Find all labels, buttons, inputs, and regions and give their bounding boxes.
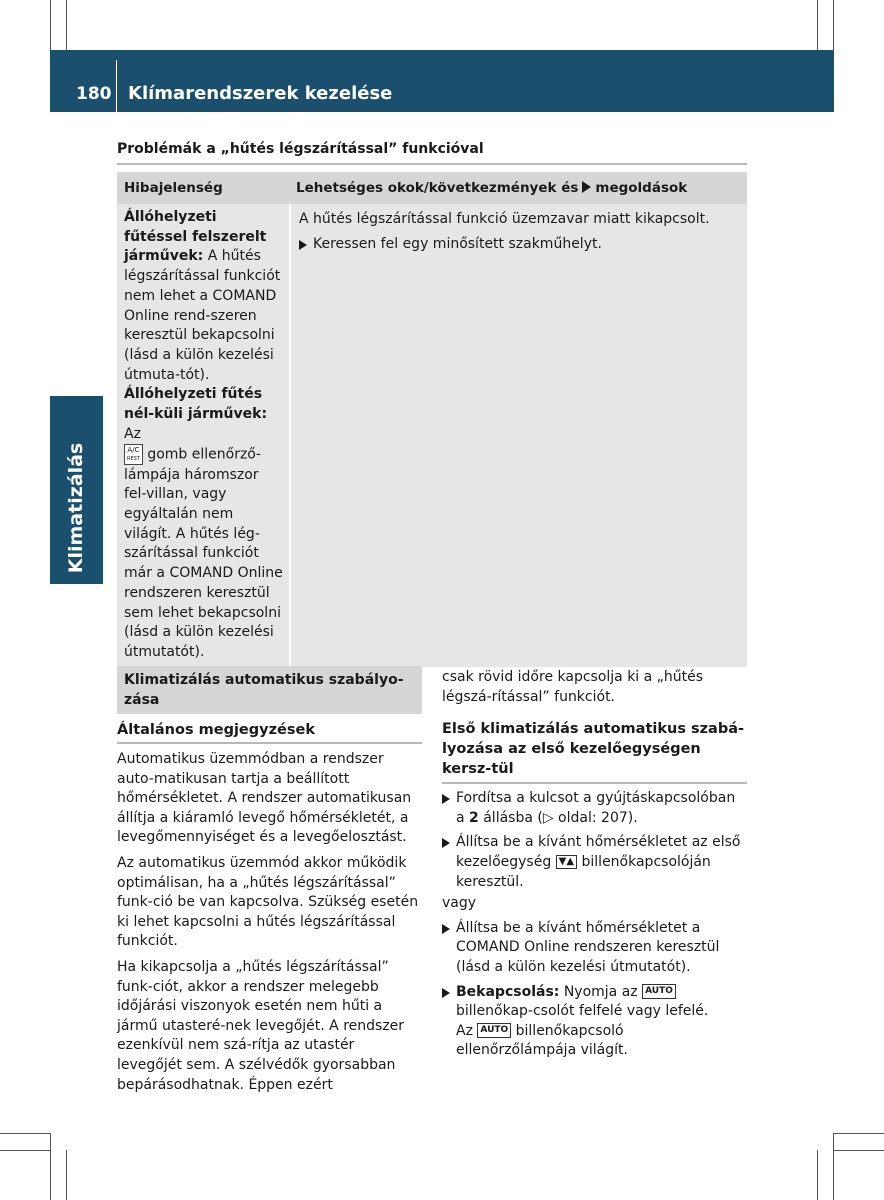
crop-mark bbox=[66, 1150, 67, 1200]
symptom-text-1: A hűtés légszárítással funkciót nem lehet a COMAND Online rend-szeren keresztül bekapcsolni (lásd a külön kezelési útmuta-tót). bbox=[124, 248, 281, 383]
step4-text-d: billenőkapcsoló ellenőrzőlámpája világít. bbox=[456, 1022, 628, 1059]
crop-mark bbox=[834, 1133, 884, 1134]
triangle-right-icon bbox=[582, 181, 591, 193]
rest-key-label: REST bbox=[127, 456, 140, 463]
down-up-arrows-icon: ▼▲ bbox=[556, 855, 577, 869]
crop-mark bbox=[50, 1133, 51, 1200]
step1-bold: 2 bbox=[469, 809, 479, 826]
crop-mark bbox=[833, 0, 834, 50]
symptom-text-2b: gomb ellenőrző-lámpája háromszor fel-villan, vagy egyáltalán nem világít. A hűtés lég-szárítással funkciót már a COMAND Online rendszeren keresztül sem lehet bekapcsolni (lásd a külön kezelési útmutatót). bbox=[124, 446, 283, 660]
triangle-right-icon bbox=[442, 988, 450, 998]
step4-text-b: billenőkap-csolót felfelé vagy lefelé. bbox=[456, 1003, 709, 1020]
instruction-step bbox=[442, 983, 747, 1061]
solution-step bbox=[299, 235, 739, 255]
step-text bbox=[456, 789, 747, 828]
symptom-text-2a: Az bbox=[124, 425, 141, 442]
triangle-right-icon bbox=[442, 794, 450, 804]
table-header-symptom: Hibajelenség bbox=[124, 180, 223, 196]
page-number: 180 bbox=[76, 84, 112, 104]
right-column bbox=[442, 668, 747, 1061]
body-paragraph: Automatikus üzemmódban a rendszer auto-matikusan tartja a beállított hőmérsékletet. A rendszer automatikusan állítja a kiáramló levegő hőmérsékletét, a levegőmennyiséget és a levegőelosztást. bbox=[117, 751, 412, 846]
auto-button-icon: AUTO bbox=[477, 1023, 511, 1038]
chapter-side-tab-label: Klimatizálás bbox=[65, 442, 87, 574]
crop-mark bbox=[833, 1133, 834, 1200]
crop-mark bbox=[0, 1150, 50, 1151]
general-notes-body bbox=[117, 750, 422, 1095]
step1-text-b: állásba (▷ oldal: 207). bbox=[478, 809, 638, 826]
header-divider bbox=[116, 60, 117, 112]
crop-mark bbox=[817, 1150, 818, 1200]
table-header-solutions-text: megoldások bbox=[595, 180, 688, 196]
table-header-causes bbox=[290, 180, 687, 196]
continued-text: csak rövid időre kapcsolja ki a „hűtés légszá-rítással” funkciót. bbox=[442, 669, 704, 705]
general-notes-heading: Általános megjegyzések bbox=[117, 722, 422, 744]
table-row bbox=[117, 204, 747, 667]
body-paragraph: Az automatikus üzemmód akkor működik optimálisan, ha a „hűtés légszárítással” funk-ció be van kapcsolva. Szükség esetén ki lehet kapcsolni a hűtés légszárítással funkciót. bbox=[117, 854, 419, 950]
ac-key-label: A/C bbox=[127, 446, 140, 455]
or-text: vagy bbox=[442, 895, 477, 912]
table-cell-solution bbox=[291, 204, 747, 667]
triangle-right-icon bbox=[442, 924, 450, 934]
step-text bbox=[456, 833, 747, 892]
symptom-paragraph-2 bbox=[124, 385, 283, 662]
symptom-paragraph-1 bbox=[124, 208, 283, 385]
section-rule bbox=[117, 163, 747, 165]
instruction-step bbox=[442, 919, 747, 978]
instruction-step bbox=[442, 833, 747, 892]
step2-text-a: Állítsa be a kívánt hőmérsékletet az első kezelőegység bbox=[456, 834, 741, 870]
section-heading: Problémák a „hűtés légszárítással” funkcióval bbox=[117, 141, 484, 157]
step4-bold: Bekapcsolás: bbox=[456, 983, 560, 1000]
crop-mark bbox=[0, 1133, 50, 1134]
table-header-row bbox=[117, 172, 747, 204]
step4-text-a: Nyomja az bbox=[559, 983, 643, 1000]
front-climate-heading: Első klimatizálás automatikus szabá-lyozása az első kezelőegységen kersz-tül bbox=[442, 719, 747, 784]
step2-text-b: billenőkapcsolóján keresztül. bbox=[456, 853, 711, 890]
body-paragraph: Ha kikapcsolja a „hűtés légszárítással” funk-ciót, akkor a rendszer melegebb időjárási viszonyok esetén nem hűti a jármű utasteré-nek levegőjét. A rendszer ezenkívül nem szá-rítja az utastér levegőjét sem. A szélvédők gyorsabban bepárásodhatnak. Éppen ezért bbox=[117, 958, 405, 1093]
solution-step-text: Keressen fel egy minősített szakműhelyt. bbox=[313, 235, 602, 252]
crop-mark bbox=[66, 0, 67, 50]
triangle-right-icon bbox=[299, 240, 307, 250]
step4-text-c: Az bbox=[456, 1022, 478, 1039]
step3-text: Állítsa be a kívánt hőmérsékletet a COMAND Online rendszeren keresztül (lásd a külön kezelési útmutatót). bbox=[456, 919, 720, 975]
troubleshooting-table bbox=[117, 172, 747, 667]
auto-climate-heading: Klimatizálás automatikus szabályo-zása bbox=[117, 666, 422, 714]
instruction-step bbox=[442, 789, 747, 828]
crop-mark bbox=[817, 0, 818, 50]
table-header-causes-text: Lehetséges okok/következmények és bbox=[296, 180, 579, 196]
solution-text: A hűtés légszárítással funkció üzemzavar miatt kikapcsolt. bbox=[299, 211, 710, 227]
symptom-bold-1: Állóhelyzeti fűtéssel felszerelt járművek: bbox=[124, 209, 267, 265]
crop-mark bbox=[834, 1150, 884, 1151]
auto-button-icon: AUTO bbox=[642, 984, 676, 999]
step-text bbox=[456, 983, 747, 1061]
left-column bbox=[117, 666, 422, 1101]
ac-rest-button-icon bbox=[124, 444, 143, 465]
crop-mark bbox=[50, 0, 51, 50]
triangle-right-icon bbox=[442, 838, 450, 848]
symptom-bold-2: Állóhelyzeti fűtés nél-küli járművek: bbox=[124, 386, 268, 423]
table-cell-symptom bbox=[117, 204, 289, 667]
page-title: Klímarendszerek kezelése bbox=[128, 83, 393, 104]
step1-text-a: Fordítsa a kulcsot a gyújtáskapcsolóban a bbox=[456, 790, 736, 826]
